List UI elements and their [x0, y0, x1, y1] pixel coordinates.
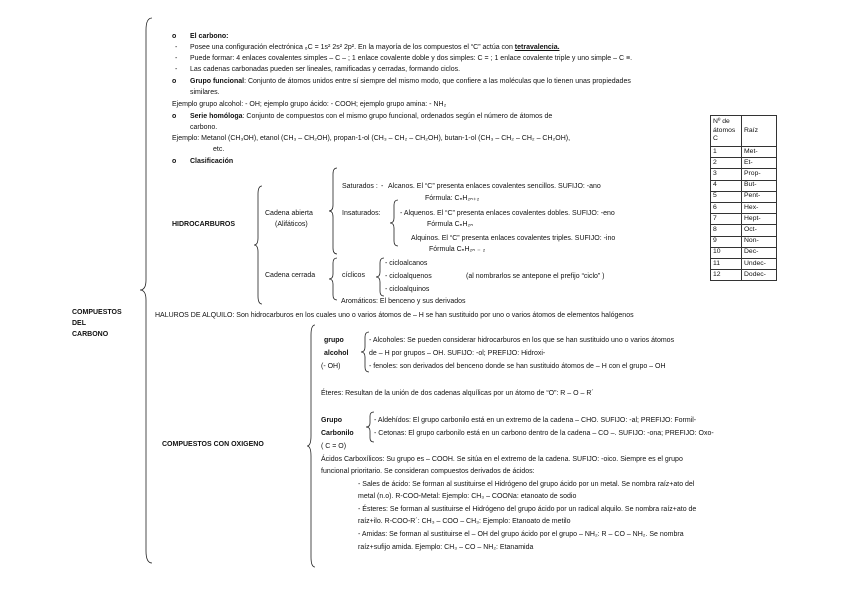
acidos: Ácidos Carboxílicos: Su grupo es – COOH. Se sitúa en el extremo de la cadena. SUFIJO: -oico. Siempre es el grupo — [321, 456, 683, 463]
table-cell: Non- — [742, 236, 777, 247]
table-cell: Dodec- — [742, 270, 777, 281]
table-cell: Pent- — [742, 191, 777, 202]
carbono-line3: Las cadenas carbonadas pueden ser lineales, ramificadas y cerradas, formando ciclos. — [190, 66, 461, 73]
table-cell: 8 — [711, 225, 742, 236]
table-cell: 11 — [711, 258, 742, 269]
carbono-line2: Puede formar: 4 enlaces covalentes simples – C – ; 1 enlace covalente doble y dos simples: C = ; 1 enlace covalente triple y uno simple – C ≡. — [190, 55, 633, 62]
table-cell: 9 — [711, 236, 742, 247]
table-cell: Met- — [742, 147, 777, 158]
table-row — [711, 247, 777, 258]
alcanos: Alcanos. El “C” presenta enlaces covalentes sencillos. SUFIJO: -ano — [388, 183, 601, 190]
table-cell: 5 — [711, 191, 742, 202]
table-row — [711, 258, 777, 269]
ejemplo-grupos: Ejemplo grupo alcohol: - OH; ejemplo grupo ácido: - COOH; ejemplo grupo amina: - NH₂ — [172, 101, 447, 108]
oxigeno-brace — [307, 325, 317, 567]
bullet-icon: o — [172, 158, 177, 165]
hidro-brace — [254, 186, 264, 304]
table-cell: Undec- — [742, 258, 777, 269]
bullet-icon: o — [172, 113, 177, 120]
table-row — [711, 158, 777, 169]
table-cell: 6 — [711, 202, 742, 213]
table-row — [711, 202, 777, 213]
aromaticos: Aromáticos: El benceno y sus derivados — [341, 298, 466, 305]
bullet-icon: o — [172, 78, 177, 85]
amidas: - Amidas: Se forman al sustituirse el – OH del grupo ácido por el grupo – NH₂: R – CO – NH₂. Se nombra — [358, 531, 684, 538]
table-cell: Prop- — [742, 169, 777, 180]
table-cell: 4 — [711, 180, 742, 191]
ejemplo-serie: Ejemplo: Metanol (CH₃OH), etanol (CH₃ – CH₂OH), propan-1-ol (CH₃ – CH₂ – CH₂OH), butan-1-ol (CH₃ – CH₂ – CH₂ – CH₂OH), — [172, 135, 571, 142]
table-row — [711, 214, 777, 225]
serie-homologa: Serie homóloga: Conjunto de compuestos con el mismo grupo funcional, ordenados según el número de átomos de — [190, 113, 553, 120]
table-cell: But- — [742, 180, 777, 191]
bullet-icon: o — [172, 33, 177, 40]
insaturados-brace — [390, 200, 400, 246]
aldehidos: - Aldehídos: El grupo carbonilo está en un extremo de la cadena – CHO. SUFIJO: -al; PREFIJO: Formil- — [374, 417, 697, 424]
hidrocarburos-label: HIDROCARBUROS — [172, 221, 235, 228]
cetonas: - Cetonas: El grupo carbonilo está en un carbono dentro de la cadena – CO –. SUFIJO: -ona; PREFIJO: Oxo- — [374, 430, 714, 437]
main-brace — [140, 18, 154, 563]
table-row — [711, 191, 777, 202]
table-cell: Et- — [742, 158, 777, 169]
oxigeno-label: COMPUESTOS CON OXIGENO — [162, 441, 264, 448]
alquenos: - Alquenos. El “C” presenta enlaces covalentes dobles. SUFIJO: -eno — [400, 210, 615, 217]
sales: - Sales de ácido: Se forman al sustituirse el Hidrógeno del grupo ácido por un metal. Se nombra raíz+ato del — [358, 481, 695, 488]
table-cell: 12 — [711, 270, 742, 281]
carbono-line1: Posee una configuración electrónica ₆C = 1s² 2s² 2p². En la mayoría de los compuestos el “C” actúa con tetravalencia. — [190, 44, 560, 51]
table-cell: Oct- — [742, 225, 777, 236]
table-cell: 1 — [711, 147, 742, 158]
carbono-heading: El carbono: — [190, 33, 229, 40]
clasificacion: Clasificación — [190, 158, 234, 165]
table-row — [711, 236, 777, 247]
table-cell: 10 — [711, 247, 742, 258]
table-row — [711, 225, 777, 236]
alquinos: Alquinos. El “C” presenta enlaces covalentes triples. SUFIJO: -ino — [411, 235, 616, 242]
table-header: Nº de átomos C Raíz — [711, 116, 777, 147]
table-cell: Hex- — [742, 202, 777, 213]
haluros: HALUROS DE ALQUILO: Son hidrocarburos en los cuales uno o varios átomos de – H se han sustituido por uno o varios átomos de elementos halógenos — [155, 312, 634, 319]
table-row — [711, 180, 777, 191]
abierta-brace — [329, 168, 339, 254]
table-row — [711, 147, 777, 158]
table-row — [711, 270, 777, 281]
table-cell: 7 — [711, 214, 742, 225]
alcoholes: - Alcoholes: Se pueden considerar hidrocarburos en los que se han sustituido uno o varios átomos — [369, 337, 675, 344]
cerrada-brace — [329, 258, 339, 300]
roots-table — [710, 115, 777, 281]
grupo-funcional: Grupo funcional: Conjunto de átomos unidos entre sí siempre del mismo modo, que confiere a las moléculas que lo tienen unas propiedades — [190, 78, 631, 85]
table-cell: Hept- — [742, 214, 777, 225]
fenoles: - fenoles: son derivados del benceno donde se han sustituido átomos de – H con el grupo – OH — [369, 363, 666, 370]
esteres: - Ésteres: Se forman al sustituirse el Hidrógeno del grupo ácido por un radical alquilo. Se nombra raíz+ato de — [358, 506, 697, 513]
table-cell: 3 — [711, 169, 742, 180]
table-cell: Dec- — [742, 247, 777, 258]
table-row — [711, 169, 777, 180]
table-cell: 2 — [711, 158, 742, 169]
eteres: Éteres: Resultan de la unión de dos cadenas alquílicas por un átomo de “O”: R – O – R´ — [321, 390, 594, 397]
